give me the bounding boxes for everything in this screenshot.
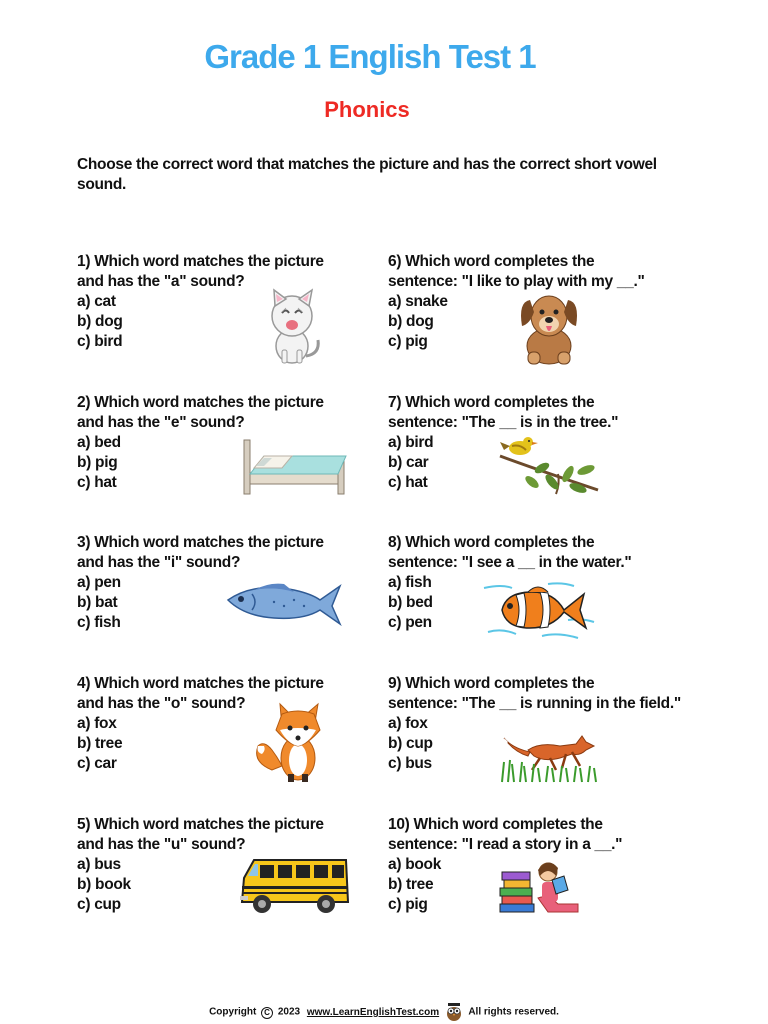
owl-mascot-icon <box>446 1003 462 1021</box>
option-c[interactable]: c) pig <box>388 896 428 913</box>
option-b[interactable]: b) bat <box>77 594 118 611</box>
option-c[interactable]: c) cup <box>77 896 121 913</box>
option-a[interactable]: a) pen <box>77 574 121 591</box>
page-title: Grade 1 English Test 1 <box>204 38 536 75</box>
copyright-year: 2023 <box>277 1006 301 1018</box>
question-text: 1) Which word matches the picture <box>77 253 324 270</box>
question-text: and has the "a" sound? <box>77 273 245 290</box>
question-text: sentence: "I like to play with my __." <box>388 273 645 290</box>
question-text: sentence: "The __ is in the tree." <box>388 414 619 431</box>
option-a[interactable]: a) bird <box>388 434 434 451</box>
clownfish-icon <box>482 580 598 642</box>
running-fox-icon <box>500 722 600 784</box>
question-text: and has the "i" sound? <box>77 554 241 571</box>
option-c[interactable]: c) pen <box>388 614 432 631</box>
option-b[interactable]: b) car <box>388 454 429 471</box>
option-a[interactable]: a) book <box>388 856 442 873</box>
option-a[interactable]: a) fox <box>388 715 428 732</box>
fish-icon <box>224 580 342 628</box>
question-text: sentence: "I see a __ in the water." <box>388 554 632 571</box>
question-text: 4) Which word matches the picture <box>77 675 324 692</box>
option-b[interactable]: b) tree <box>77 735 123 752</box>
copyright-symbol: C <box>261 1007 273 1019</box>
option-c[interactable]: c) hat <box>388 474 428 491</box>
question-text: sentence: "I read a story in a __." <box>388 836 623 853</box>
rights-text: All rights reserved. <box>468 1006 559 1018</box>
footer <box>0 1003 768 1021</box>
option-a[interactable]: a) snake <box>388 293 448 310</box>
option-b[interactable]: b) tree <box>388 876 434 893</box>
instructions: Choose the correct word that matches the picture and has the correct short vowel sound. <box>77 156 657 193</box>
question-text: sentence: "The __ is running in the field." <box>388 695 681 712</box>
bed-icon <box>242 438 348 496</box>
bird-on-branch-icon <box>498 434 600 496</box>
option-b[interactable]: b) bed <box>388 594 433 611</box>
option-a[interactable]: a) fox <box>77 715 117 732</box>
option-b[interactable]: b) pig <box>77 454 118 471</box>
fox-icon <box>252 700 334 784</box>
section-title: Phonics <box>324 97 410 122</box>
question-text: 7) Which word completes the <box>388 394 595 411</box>
option-c[interactable]: c) fish <box>77 614 121 631</box>
option-a[interactable]: a) cat <box>77 293 116 310</box>
option-c[interactable]: c) hat <box>77 474 117 491</box>
reading-girl-icon <box>498 854 582 918</box>
website-link[interactable]: www.LearnEnglishTest.com <box>306 1006 440 1018</box>
copyright-label: Copyright <box>209 1006 257 1018</box>
option-c[interactable]: c) pig <box>388 333 428 350</box>
kitten-icon <box>262 288 326 366</box>
question-text: 9) Which word completes the <box>388 675 595 692</box>
option-c[interactable]: c) bird <box>77 333 123 350</box>
question-text: 8) Which word completes the <box>388 534 595 551</box>
question-text: and has the "o" sound? <box>77 695 246 712</box>
question-text: and has the "e" sound? <box>77 414 245 431</box>
option-c[interactable]: c) car <box>77 755 117 772</box>
question-text: 6) Which word completes the <box>388 253 595 270</box>
option-c[interactable]: c) bus <box>388 755 432 772</box>
puppy-icon <box>516 290 582 366</box>
option-b[interactable]: b) cup <box>388 735 433 752</box>
question-text: 5) Which word matches the picture <box>77 816 324 833</box>
question-text: 2) Which word matches the picture <box>77 394 324 411</box>
option-b[interactable]: b) dog <box>77 313 123 330</box>
question-text: 3) Which word matches the picture <box>77 534 324 551</box>
option-b[interactable]: b) dog <box>388 313 434 330</box>
question-4 <box>77 674 382 774</box>
question-1 <box>77 252 382 352</box>
option-b[interactable]: b) book <box>77 876 131 893</box>
option-a[interactable]: a) fish <box>388 574 432 591</box>
question-text: and has the "u" sound? <box>77 836 246 853</box>
question-text: 10) Which word completes the <box>388 816 603 833</box>
option-a[interactable]: a) bus <box>77 856 121 873</box>
option-a[interactable]: a) bed <box>77 434 121 451</box>
school-bus-icon <box>238 856 350 916</box>
